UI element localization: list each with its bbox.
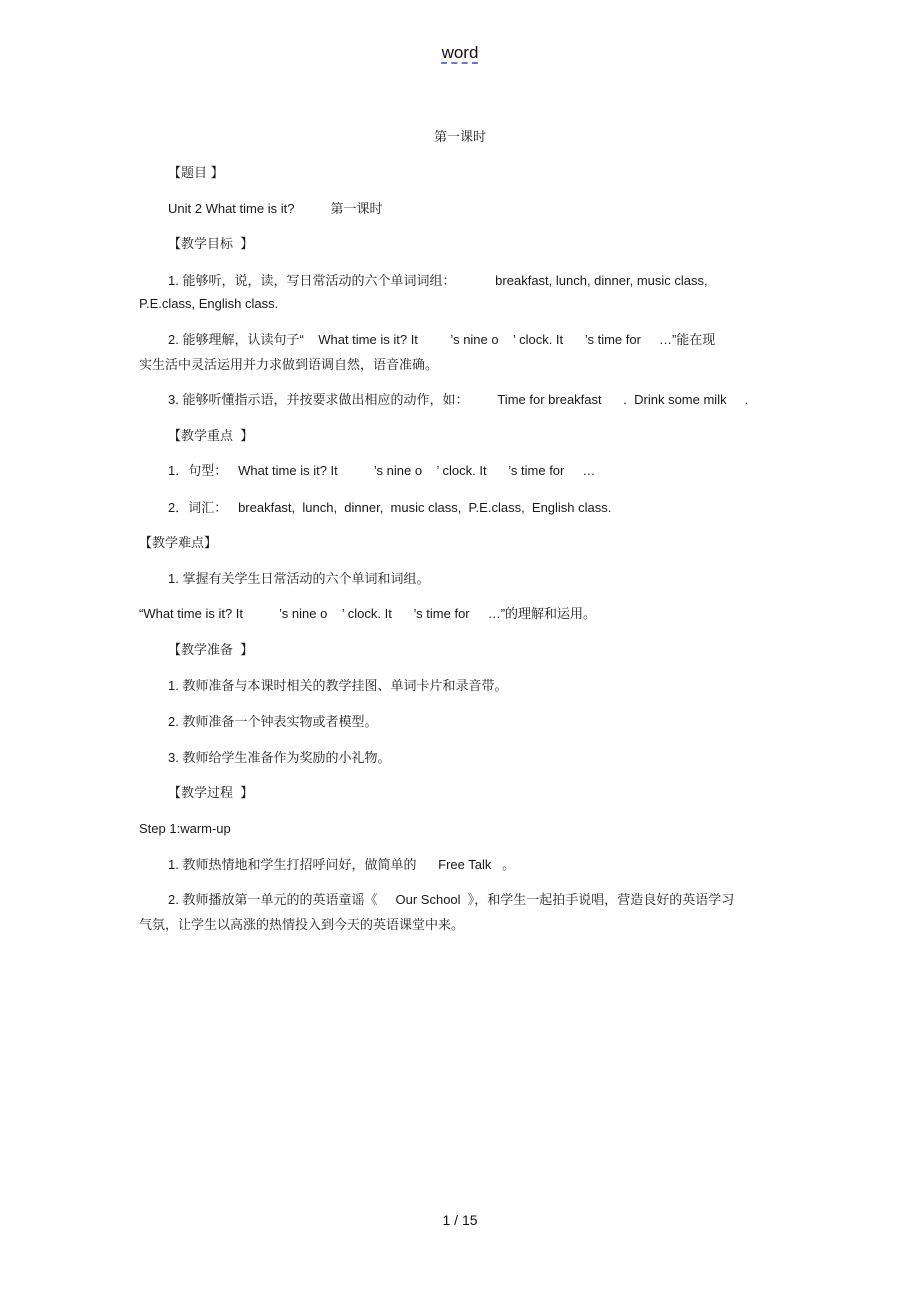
header-title-text: word (441, 43, 479, 62)
objective-1-line-2: P.E.class, English class. (139, 296, 279, 311)
page-indicator: 1 / 15 (442, 1212, 478, 1228)
objective-2-line-1: 2. 能够理解，认读句子“ What time is it? It ’s nine o ’ clock. It ’s time for …”能在现 (168, 332, 716, 347)
key-point-2: 2．词汇： breakfast, lunch, dinner, music class, P.E.class, English class. (168, 500, 612, 515)
objective-3: 3. 能够听懂指示语，并按要求做出相应的动作，如： Time for breakfast . Drink some milk . (168, 392, 749, 407)
section-heading-preparation: 【教学准备 】 (168, 642, 254, 657)
step-1-item-1: 1. 教师热情地和学生打招呼问好，做简单的 Free Talk 。 (168, 857, 516, 872)
step-1-item-2-line-1: 2. 教师播放第一单元的的英语童谣《 Our School 》，和学生一起拍手说唱，营造良好的英语学习 (168, 892, 735, 907)
section-heading-process: 【教学过程 】 (168, 785, 254, 800)
objective-1-line-1: 1. 能够听，说，读，写日常活动的六个单词词组： breakfast, lunch, dinner, music class, (168, 273, 708, 288)
difficulty-2: “What time is it? It ’s nine o ’ clock. It ’s time for …”的理解和运用。 (139, 606, 597, 621)
preparation-3: 3. 教师给学生准备作为奖励的小礼物。 (168, 750, 391, 765)
key-point-1: 1．句型： What time is it? It ’s nine o ’ clock. It ’s time for … (168, 463, 596, 478)
topic-text: Unit 2 What time is it? 第一课时 (168, 201, 383, 216)
section-heading-objectives: 【教学目标 】 (168, 236, 254, 251)
section-heading-key-points: 【教学重点 】 (168, 428, 254, 443)
section-heading-topic: 【题目 】 (168, 165, 224, 180)
difficulty-1: 1. 掌握有关学生日常活动的六个单词和词组。 (168, 571, 430, 586)
header-title (0, 43, 920, 63)
preparation-2: 2. 教师准备一个钟表实物或者模型。 (168, 714, 378, 729)
lesson-title: 第一课时 (433, 129, 486, 144)
objective-2-line-2: 实生活中灵活运用并力求做到语调自然，语音准确。 (139, 357, 439, 372)
step-1-item-2-line-2: 气氛，让学生以高涨的热情投入到今天的英语课堂中来。 (139, 917, 465, 932)
preparation-1: 1. 教师准备与本课时相关的教学挂图、单词卡片和录音带。 (168, 678, 508, 693)
step-1-heading: Step 1:warm-up (139, 821, 231, 836)
section-heading-difficulties: 【教学难点】 (139, 535, 218, 550)
